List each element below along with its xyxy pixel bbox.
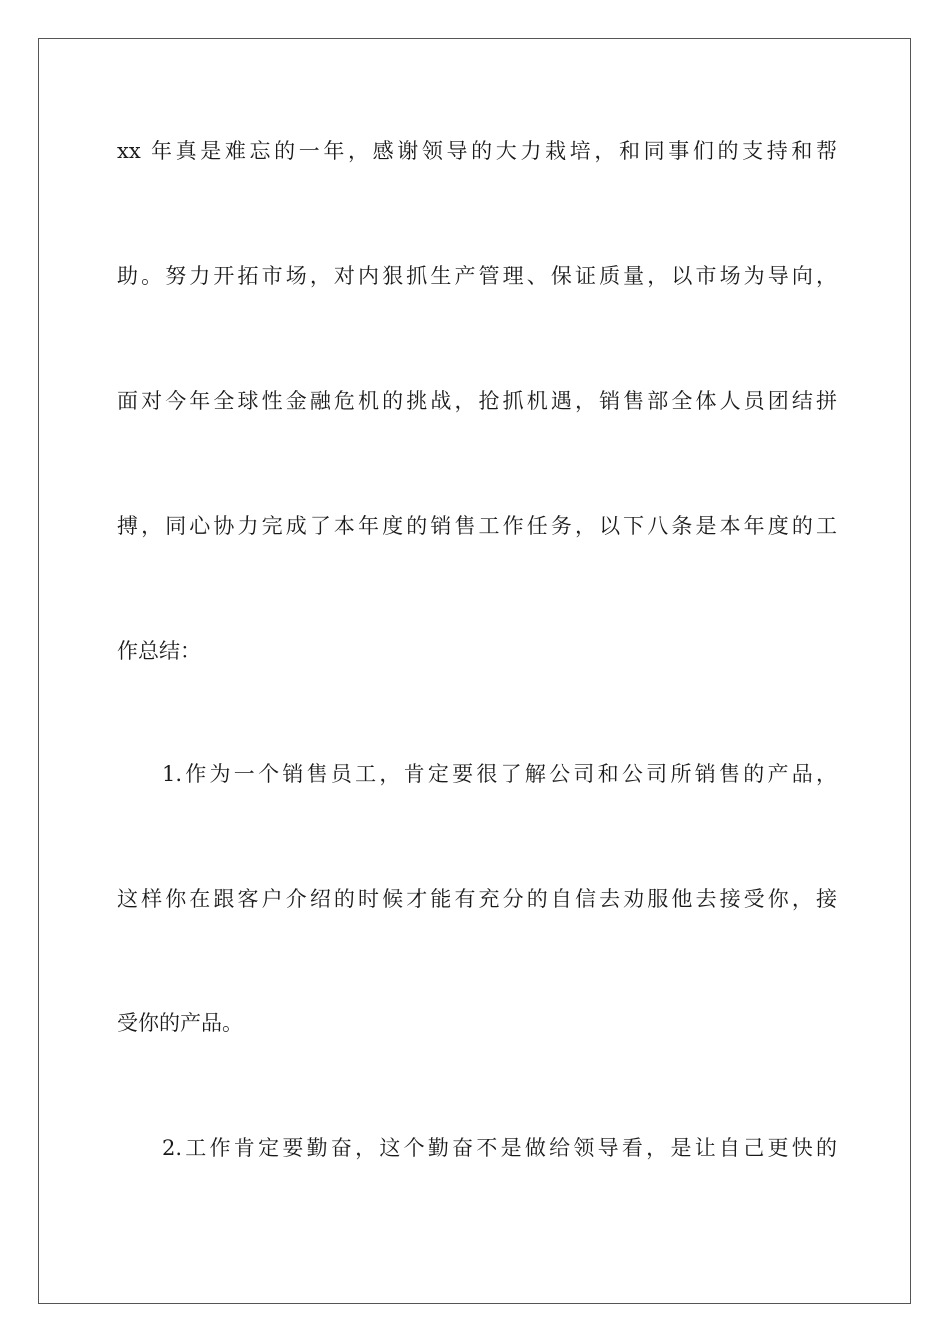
page-border [38,38,911,1304]
paragraph-line: 受你的产品。 [117,1011,243,1035]
paragraph-line: 搏，同心协力完成了本年度的销售工作任务，以下八条是本年度的工 [117,514,837,538]
list-item-line: 1.作为一个销售员工，肯定要很了解公司和公司所销售的产品， [162,762,837,786]
paragraph-line: 助。努力开拓市场，对内狠抓生产管理、保证质量，以市场为导向， [117,264,837,288]
paragraph-line: 作总结： [117,639,201,663]
paragraph-line: 这样你在跟客户介绍的时候才能有充分的自信去劝服他去接受你，接 [117,887,837,911]
paragraph-line: 面对今年全球性金融危机的挑战，抢抓机遇，销售部全体人员团结拼 [117,389,837,413]
list-item-line: 2.工作肯定要勤奋，这个勤奋不是做给领导看，是让自己更快的 [162,1136,837,1160]
paragraph-line: xx 年真是难忘的一年，感谢领导的大力栽培，和同事们的支持和帮 [117,139,837,163]
